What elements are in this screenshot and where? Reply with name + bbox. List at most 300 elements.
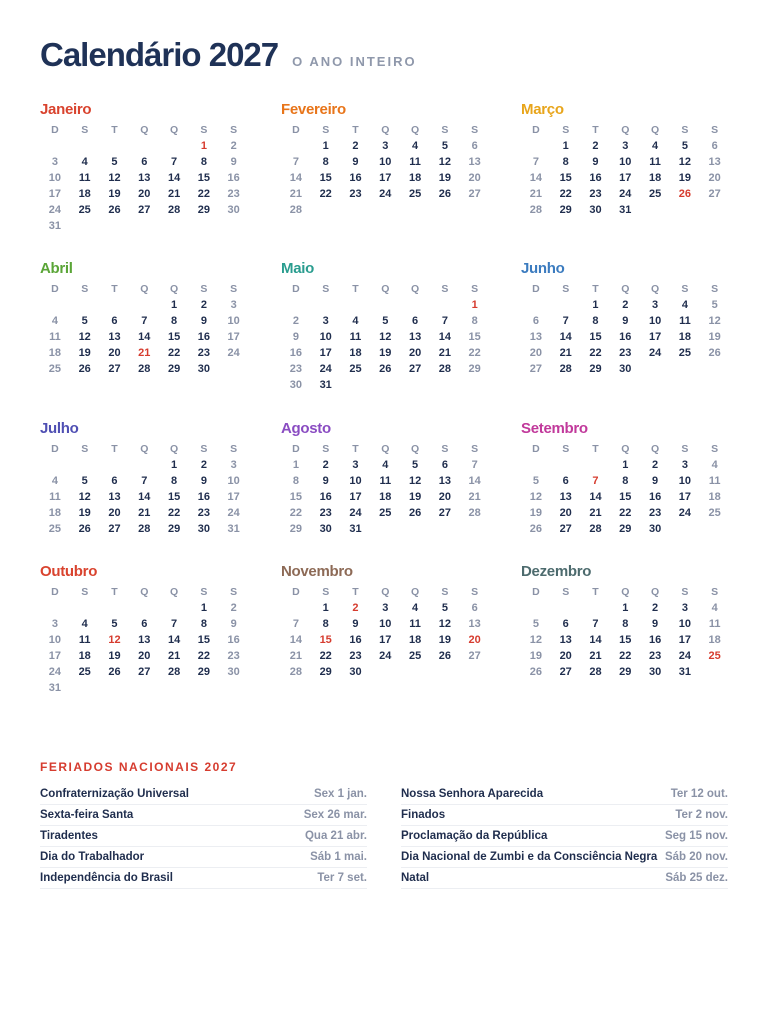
- week-row: [281, 648, 491, 664]
- empty-cell: [581, 457, 611, 473]
- day-cell: 1: [322, 602, 329, 614]
- day-cell: 12: [438, 618, 451, 630]
- day-cell: 3: [352, 459, 359, 471]
- day-cell: 18: [349, 347, 362, 359]
- day-cell: 20: [468, 634, 481, 646]
- empty-cell: [100, 218, 130, 234]
- holiday-name: Proclamação da República: [401, 830, 548, 842]
- day-cell: 25: [379, 507, 392, 519]
- day-cell: 11: [49, 331, 61, 343]
- week-row: [521, 345, 731, 361]
- day-cell: 24: [319, 363, 332, 375]
- day-cell: 27: [468, 188, 481, 200]
- weekday-label: Q: [621, 283, 630, 295]
- week-row: [521, 202, 731, 218]
- day-cell: 12: [408, 475, 422, 487]
- day-cell: 26: [108, 666, 121, 678]
- day-cell: 24: [619, 188, 632, 200]
- day-cell: 25: [48, 523, 62, 535]
- day-cell: 1: [471, 299, 478, 311]
- day-cell: 16: [589, 172, 602, 184]
- day-cell: 8: [171, 315, 178, 327]
- week-row: [40, 616, 250, 632]
- weekday-label: S: [441, 586, 449, 598]
- empty-cell: [430, 377, 460, 393]
- holiday-row: [40, 868, 367, 889]
- month-5: [281, 259, 491, 393]
- empty-cell: [100, 457, 130, 473]
- day-cell: 25: [78, 666, 91, 678]
- weekday-label: S: [681, 586, 689, 598]
- day-cell: 23: [197, 507, 210, 519]
- week-row: [521, 154, 731, 170]
- month-11: [281, 562, 491, 680]
- weekday-label: Q: [381, 283, 390, 295]
- weekday-label: D: [532, 124, 540, 136]
- day-cell: 20: [438, 491, 451, 503]
- day-cell: 16: [319, 491, 332, 503]
- day-cell: 14: [289, 172, 303, 184]
- day-cell: 2: [322, 459, 329, 471]
- day-cell: 31: [349, 523, 362, 535]
- week-row: [40, 345, 250, 361]
- day-cell: 26: [78, 523, 91, 535]
- day-cell: 22: [167, 507, 181, 519]
- day-cell: 15: [619, 491, 632, 503]
- day-cell: 24: [227, 507, 240, 519]
- day-cell: 23: [349, 650, 362, 662]
- weekday-label: D: [51, 586, 59, 598]
- day-cell: 28: [289, 666, 303, 678]
- weekday-label: D: [532, 443, 540, 455]
- empty-cell: [581, 600, 611, 616]
- day-cell: 7: [592, 475, 599, 487]
- day-cell: 5: [111, 618, 118, 630]
- week-row: [40, 361, 250, 377]
- day-cell: 7: [562, 315, 569, 327]
- day-cell: 23: [648, 507, 662, 519]
- day-cell: 11: [78, 634, 91, 646]
- weekday-label: Q: [170, 443, 179, 455]
- day-cell: 7: [141, 315, 148, 327]
- week-row: [40, 297, 250, 313]
- day-cell: 25: [408, 188, 422, 200]
- day-cell: 20: [108, 347, 121, 359]
- week-row: [281, 361, 491, 377]
- week-row: [521, 616, 731, 632]
- day-cell: 11: [649, 156, 661, 168]
- weekday-label: S: [441, 443, 449, 455]
- day-cell: 1: [171, 459, 178, 471]
- day-cell: 27: [559, 523, 572, 535]
- day-cell: 29: [167, 363, 181, 375]
- day-cell: 12: [379, 331, 392, 343]
- day-cell: 16: [227, 634, 240, 646]
- day-cell: 7: [592, 618, 599, 630]
- day-cell: 11: [708, 475, 721, 487]
- empty-cell: [521, 138, 551, 154]
- day-cell: 8: [622, 618, 629, 630]
- weekday-label: Q: [140, 586, 149, 598]
- weekday-label: S: [471, 124, 479, 136]
- day-cell: 22: [589, 347, 602, 359]
- day-cell: 10: [648, 315, 662, 327]
- holiday-date: Ter 2 nov.: [675, 809, 728, 821]
- day-cell: 4: [352, 315, 359, 327]
- day-cell: 6: [471, 602, 478, 614]
- day-cell: 18: [48, 507, 62, 519]
- weekday-label: T: [352, 586, 359, 598]
- weekday-label: Q: [381, 124, 390, 136]
- day-cell: 5: [532, 618, 539, 630]
- weekday-label: S: [562, 586, 570, 598]
- day-cell: 3: [230, 459, 237, 471]
- day-cell: 13: [559, 634, 572, 646]
- day-cell: 22: [468, 347, 481, 359]
- day-cell: 13: [468, 618, 481, 630]
- day-cell: 14: [529, 172, 543, 184]
- empty-cell: [640, 202, 670, 218]
- day-cell: 24: [48, 204, 62, 216]
- holiday-name: Sexta-feira Santa: [40, 809, 134, 821]
- weekday-label: Q: [140, 443, 149, 455]
- empty-cell: [189, 218, 219, 234]
- day-cell: 26: [408, 507, 422, 519]
- day-cell: 2: [200, 299, 207, 311]
- holiday-date: Seg 15 nov.: [664, 830, 728, 842]
- day-cell: 24: [678, 650, 691, 662]
- day-cell: 13: [138, 172, 151, 184]
- weekday-label: Q: [411, 124, 420, 136]
- day-cell: 24: [379, 650, 392, 662]
- day-cell: 9: [200, 475, 207, 487]
- empty-cell: [341, 377, 371, 393]
- day-cell: 19: [678, 172, 691, 184]
- day-cell: 4: [51, 475, 58, 487]
- empty-cell: [640, 361, 670, 377]
- day-cell: 11: [49, 491, 61, 503]
- weekday-label: S: [711, 443, 719, 455]
- empty-cell: [159, 138, 189, 154]
- week-row: [521, 313, 731, 329]
- empty-cell: [551, 600, 581, 616]
- day-cell: 6: [711, 140, 718, 152]
- day-cell: 25: [349, 363, 362, 375]
- day-cell: 22: [167, 347, 181, 359]
- day-cell: 27: [138, 204, 151, 216]
- month-9: [521, 419, 731, 537]
- day-cell: 13: [468, 156, 481, 168]
- day-cell: 21: [589, 650, 602, 662]
- day-cell: 10: [379, 156, 392, 168]
- day-cell: 26: [529, 523, 543, 535]
- empty-cell: [400, 202, 430, 218]
- day-cell: 4: [681, 299, 688, 311]
- day-cell: 23: [227, 188, 240, 200]
- day-cell: 16: [197, 331, 210, 343]
- weekday-label: Q: [170, 124, 179, 136]
- weekday-label: S: [230, 124, 238, 136]
- holiday-row: [40, 847, 367, 868]
- day-cell: 16: [648, 634, 662, 646]
- month-name: Outubro: [40, 563, 98, 580]
- week-row: [521, 489, 731, 505]
- month-name: Julho: [40, 420, 79, 437]
- weekday-label: S: [200, 586, 208, 598]
- empty-cell: [670, 521, 700, 537]
- weekday-label: S: [562, 124, 570, 136]
- empty-cell: [100, 138, 130, 154]
- empty-cell: [460, 377, 490, 393]
- empty-cell: [40, 600, 70, 616]
- day-cell: 10: [349, 475, 362, 487]
- day-cell: 5: [412, 459, 419, 471]
- empty-cell: [189, 680, 219, 696]
- day-cell: 11: [409, 618, 421, 630]
- day-cell: 31: [319, 379, 332, 391]
- day-cell: 10: [227, 475, 240, 487]
- holiday-name: Tiradentes: [40, 830, 98, 842]
- empty-cell: [40, 297, 70, 313]
- day-cell: 18: [708, 634, 721, 646]
- day-cell: 17: [227, 491, 240, 503]
- day-cell: 8: [200, 618, 207, 630]
- weekday-label: S: [322, 124, 330, 136]
- day-cell: 13: [559, 491, 572, 503]
- week-row: [281, 329, 491, 345]
- week-row: [40, 680, 250, 696]
- day-cell: 21: [138, 347, 151, 359]
- week-row: [521, 186, 731, 202]
- day-cell: 16: [289, 347, 303, 359]
- day-cell: 14: [589, 491, 602, 503]
- empty-cell: [460, 202, 490, 218]
- day-cell: 19: [108, 650, 121, 662]
- day-cell: 15: [197, 634, 210, 646]
- month-name: Março: [521, 101, 564, 118]
- day-cell: 8: [622, 475, 629, 487]
- empty-cell: [460, 521, 490, 537]
- week-row: [521, 329, 731, 345]
- weekday-label: D: [532, 283, 540, 295]
- day-cell: 22: [289, 507, 303, 519]
- page-header: [40, 36, 417, 74]
- weekday-label: T: [352, 283, 359, 295]
- day-cell: 19: [78, 347, 91, 359]
- empty-cell: [551, 297, 581, 313]
- day-cell: 24: [349, 507, 362, 519]
- month-name: Dezembro: [521, 563, 592, 580]
- month-name: Abril: [40, 260, 73, 277]
- day-cell: 5: [711, 299, 718, 311]
- day-cell: 1: [592, 299, 599, 311]
- weekday-label: Q: [140, 283, 149, 295]
- day-cell: 5: [681, 140, 688, 152]
- day-cell: 9: [652, 618, 659, 630]
- day-cell: 21: [167, 188, 181, 200]
- day-cell: 14: [138, 331, 151, 343]
- day-cell: 4: [382, 459, 389, 471]
- day-cell: 1: [562, 140, 569, 152]
- empty-cell: [129, 457, 159, 473]
- day-cell: 3: [51, 618, 58, 630]
- empty-cell: [551, 457, 581, 473]
- day-cell: 19: [438, 634, 451, 646]
- empty-cell: [100, 600, 130, 616]
- weekday-label: S: [230, 443, 238, 455]
- day-cell: 2: [652, 459, 659, 471]
- day-cell: 27: [468, 650, 481, 662]
- day-cell: 4: [81, 618, 88, 630]
- day-cell: 3: [51, 156, 58, 168]
- holiday-date: Ter 7 set.: [317, 872, 367, 884]
- day-cell: 18: [379, 491, 392, 503]
- weekday-label: D: [532, 586, 540, 598]
- day-cell: 19: [408, 491, 422, 503]
- day-cell: 8: [322, 156, 329, 168]
- day-cell: 30: [319, 523, 332, 535]
- weekday-label: D: [51, 283, 59, 295]
- day-cell: 6: [141, 618, 148, 630]
- day-cell: 17: [379, 172, 392, 184]
- weekday-label: S: [200, 283, 208, 295]
- day-cell: 29: [167, 523, 181, 535]
- empty-cell: [670, 202, 700, 218]
- week-row: [40, 648, 250, 664]
- weekday-label: S: [562, 283, 570, 295]
- holiday-date: Sáb 25 dez.: [665, 872, 728, 884]
- day-cell: 20: [138, 188, 151, 200]
- day-cell: 21: [559, 347, 572, 359]
- day-cell: 13: [708, 156, 721, 168]
- empty-cell: [70, 680, 100, 696]
- weekday-label: S: [81, 586, 89, 598]
- day-cell: 20: [708, 172, 721, 184]
- day-cell: 10: [678, 618, 691, 630]
- day-cell: 30: [289, 379, 303, 391]
- day-cell: 27: [138, 666, 151, 678]
- day-cell: 6: [562, 618, 569, 630]
- holiday-date: Qua 21 abr.: [304, 830, 367, 842]
- day-cell: 30: [197, 363, 210, 375]
- weekday-label: Q: [621, 124, 630, 136]
- day-cell: 27: [438, 507, 451, 519]
- empty-cell: [70, 457, 100, 473]
- day-cell: 28: [589, 523, 602, 535]
- weekday-label: Q: [170, 586, 179, 598]
- weekday-label: T: [111, 586, 118, 598]
- day-cell: 2: [230, 602, 237, 614]
- empty-cell: [400, 377, 430, 393]
- empty-cell: [670, 361, 700, 377]
- month-6: [521, 259, 731, 377]
- month-12: [521, 562, 731, 680]
- day-cell: 3: [382, 602, 389, 614]
- day-cell: 18: [78, 188, 91, 200]
- day-cell: 12: [708, 315, 721, 327]
- day-cell: 14: [289, 634, 303, 646]
- weekday-label: S: [711, 124, 719, 136]
- day-cell: 29: [319, 666, 332, 678]
- week-row: [521, 297, 731, 313]
- day-cell: 15: [167, 491, 181, 503]
- holiday-row: [401, 868, 728, 889]
- month-name: Janeiro: [40, 101, 92, 118]
- empty-cell: [370, 521, 400, 537]
- empty-cell: [129, 138, 159, 154]
- day-cell: 23: [349, 188, 362, 200]
- day-cell: 25: [708, 650, 721, 662]
- weekday-label: S: [681, 443, 689, 455]
- empty-cell: [521, 457, 551, 473]
- weekday-label: S: [81, 283, 89, 295]
- weekday-label: T: [592, 124, 599, 136]
- day-cell: 3: [652, 299, 659, 311]
- day-cell: 13: [138, 634, 151, 646]
- day-cell: 5: [382, 315, 389, 327]
- day-cell: 26: [78, 363, 91, 375]
- day-cell: 22: [619, 507, 632, 519]
- weekday-label: T: [111, 283, 118, 295]
- day-cell: 21: [289, 188, 303, 200]
- holidays-title: FERIADOS NACIONAIS 2027: [40, 760, 238, 774]
- day-cell: 27: [529, 363, 543, 375]
- day-cell: 17: [678, 634, 691, 646]
- week-row: [40, 154, 250, 170]
- day-cell: 8: [592, 315, 599, 327]
- week-row: [521, 600, 731, 616]
- day-cell: 5: [111, 156, 118, 168]
- empty-cell: [460, 664, 490, 680]
- week-row: [40, 505, 250, 521]
- day-cell: 22: [197, 650, 210, 662]
- week-row: [521, 521, 731, 537]
- weekday-label: S: [471, 443, 479, 455]
- empty-cell: [370, 297, 400, 313]
- day-cell: 26: [678, 188, 691, 200]
- day-cell: 12: [108, 634, 121, 646]
- day-cell: 25: [78, 204, 91, 216]
- week-row: [281, 297, 491, 313]
- weekday-label: T: [352, 443, 359, 455]
- empty-cell: [159, 218, 189, 234]
- day-cell: 16: [197, 491, 210, 503]
- day-cell: 27: [108, 523, 121, 535]
- day-cell: 2: [352, 602, 359, 614]
- empty-cell: [70, 297, 100, 313]
- day-cell: 24: [648, 347, 662, 359]
- day-cell: 30: [589, 204, 602, 216]
- month-name: Novembro: [281, 563, 353, 580]
- day-cell: 23: [227, 650, 240, 662]
- day-cell: 6: [412, 315, 419, 327]
- day-cell: 16: [349, 172, 362, 184]
- weekday-label: T: [111, 124, 118, 136]
- day-cell: 26: [529, 666, 543, 678]
- empty-cell: [341, 202, 371, 218]
- day-cell: 7: [171, 618, 178, 630]
- day-cell: 9: [352, 156, 359, 168]
- day-cell: 31: [619, 204, 632, 216]
- day-cell: 5: [81, 475, 88, 487]
- day-cell: 3: [230, 299, 237, 311]
- weekday-label: S: [681, 283, 689, 295]
- empty-cell: [100, 680, 130, 696]
- weekday-label: Q: [381, 586, 390, 598]
- weekday-label: S: [441, 124, 449, 136]
- weekday-label: S: [711, 586, 719, 598]
- weekday-label: Q: [621, 443, 630, 455]
